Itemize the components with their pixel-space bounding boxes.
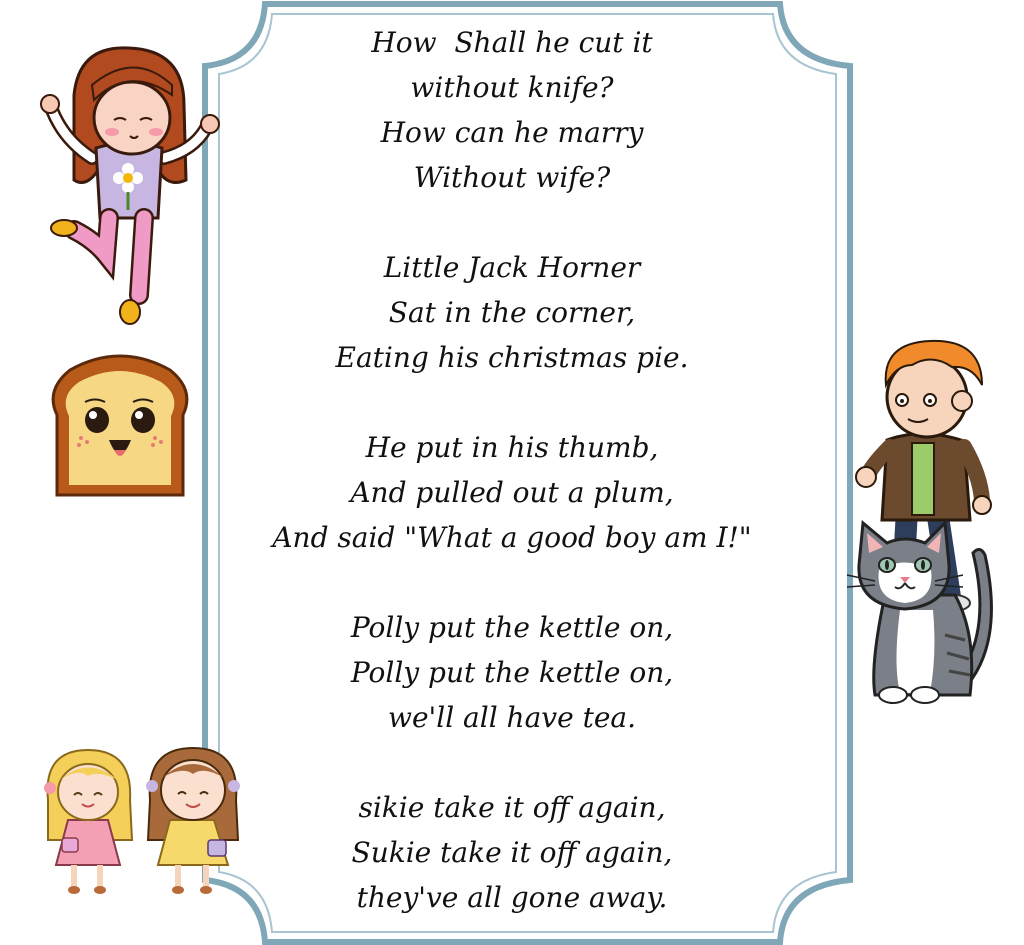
- poem-line: And said "What a good boy am I!": [272, 521, 752, 554]
- poem-line: How can he marry: [380, 116, 644, 149]
- poem-line: Little Jack Horner: [383, 251, 641, 284]
- poem-line: Polly put the kettle on,: [350, 611, 674, 644]
- poem: [232, 20, 792, 920]
- smiling-toast-illustration: [45, 350, 195, 500]
- stanza-4: [232, 605, 792, 740]
- stanza-5: [232, 785, 792, 920]
- stanza-3: [232, 425, 792, 560]
- girl-jumping-illustration: [34, 40, 224, 325]
- poem-line: Eating his christmas pie.: [335, 341, 689, 374]
- poem-line: they've all gone away.: [356, 881, 668, 914]
- poem-line: Without wife?: [413, 161, 611, 194]
- poem-line: Sukie take it off again,: [351, 836, 673, 869]
- poem-line: How Shall he cut it: [371, 26, 653, 59]
- grey-cat-illustration: [845, 515, 1000, 705]
- stanza-2: [232, 245, 792, 380]
- two-girls-illustration: [38, 740, 243, 895]
- poem-line: Sat in the corner,: [388, 296, 636, 329]
- poem-line: He put in his thumb,: [365, 431, 659, 464]
- poem-line: we'll all have tea.: [388, 701, 636, 734]
- poem-line: Polly put the kettle on,: [350, 656, 674, 689]
- poem-line: And pulled out a plum,: [350, 476, 674, 509]
- poem-line: sikie take it off again,: [358, 791, 666, 824]
- stanza-1: [232, 20, 792, 200]
- poem-line: without knife?: [410, 71, 614, 104]
